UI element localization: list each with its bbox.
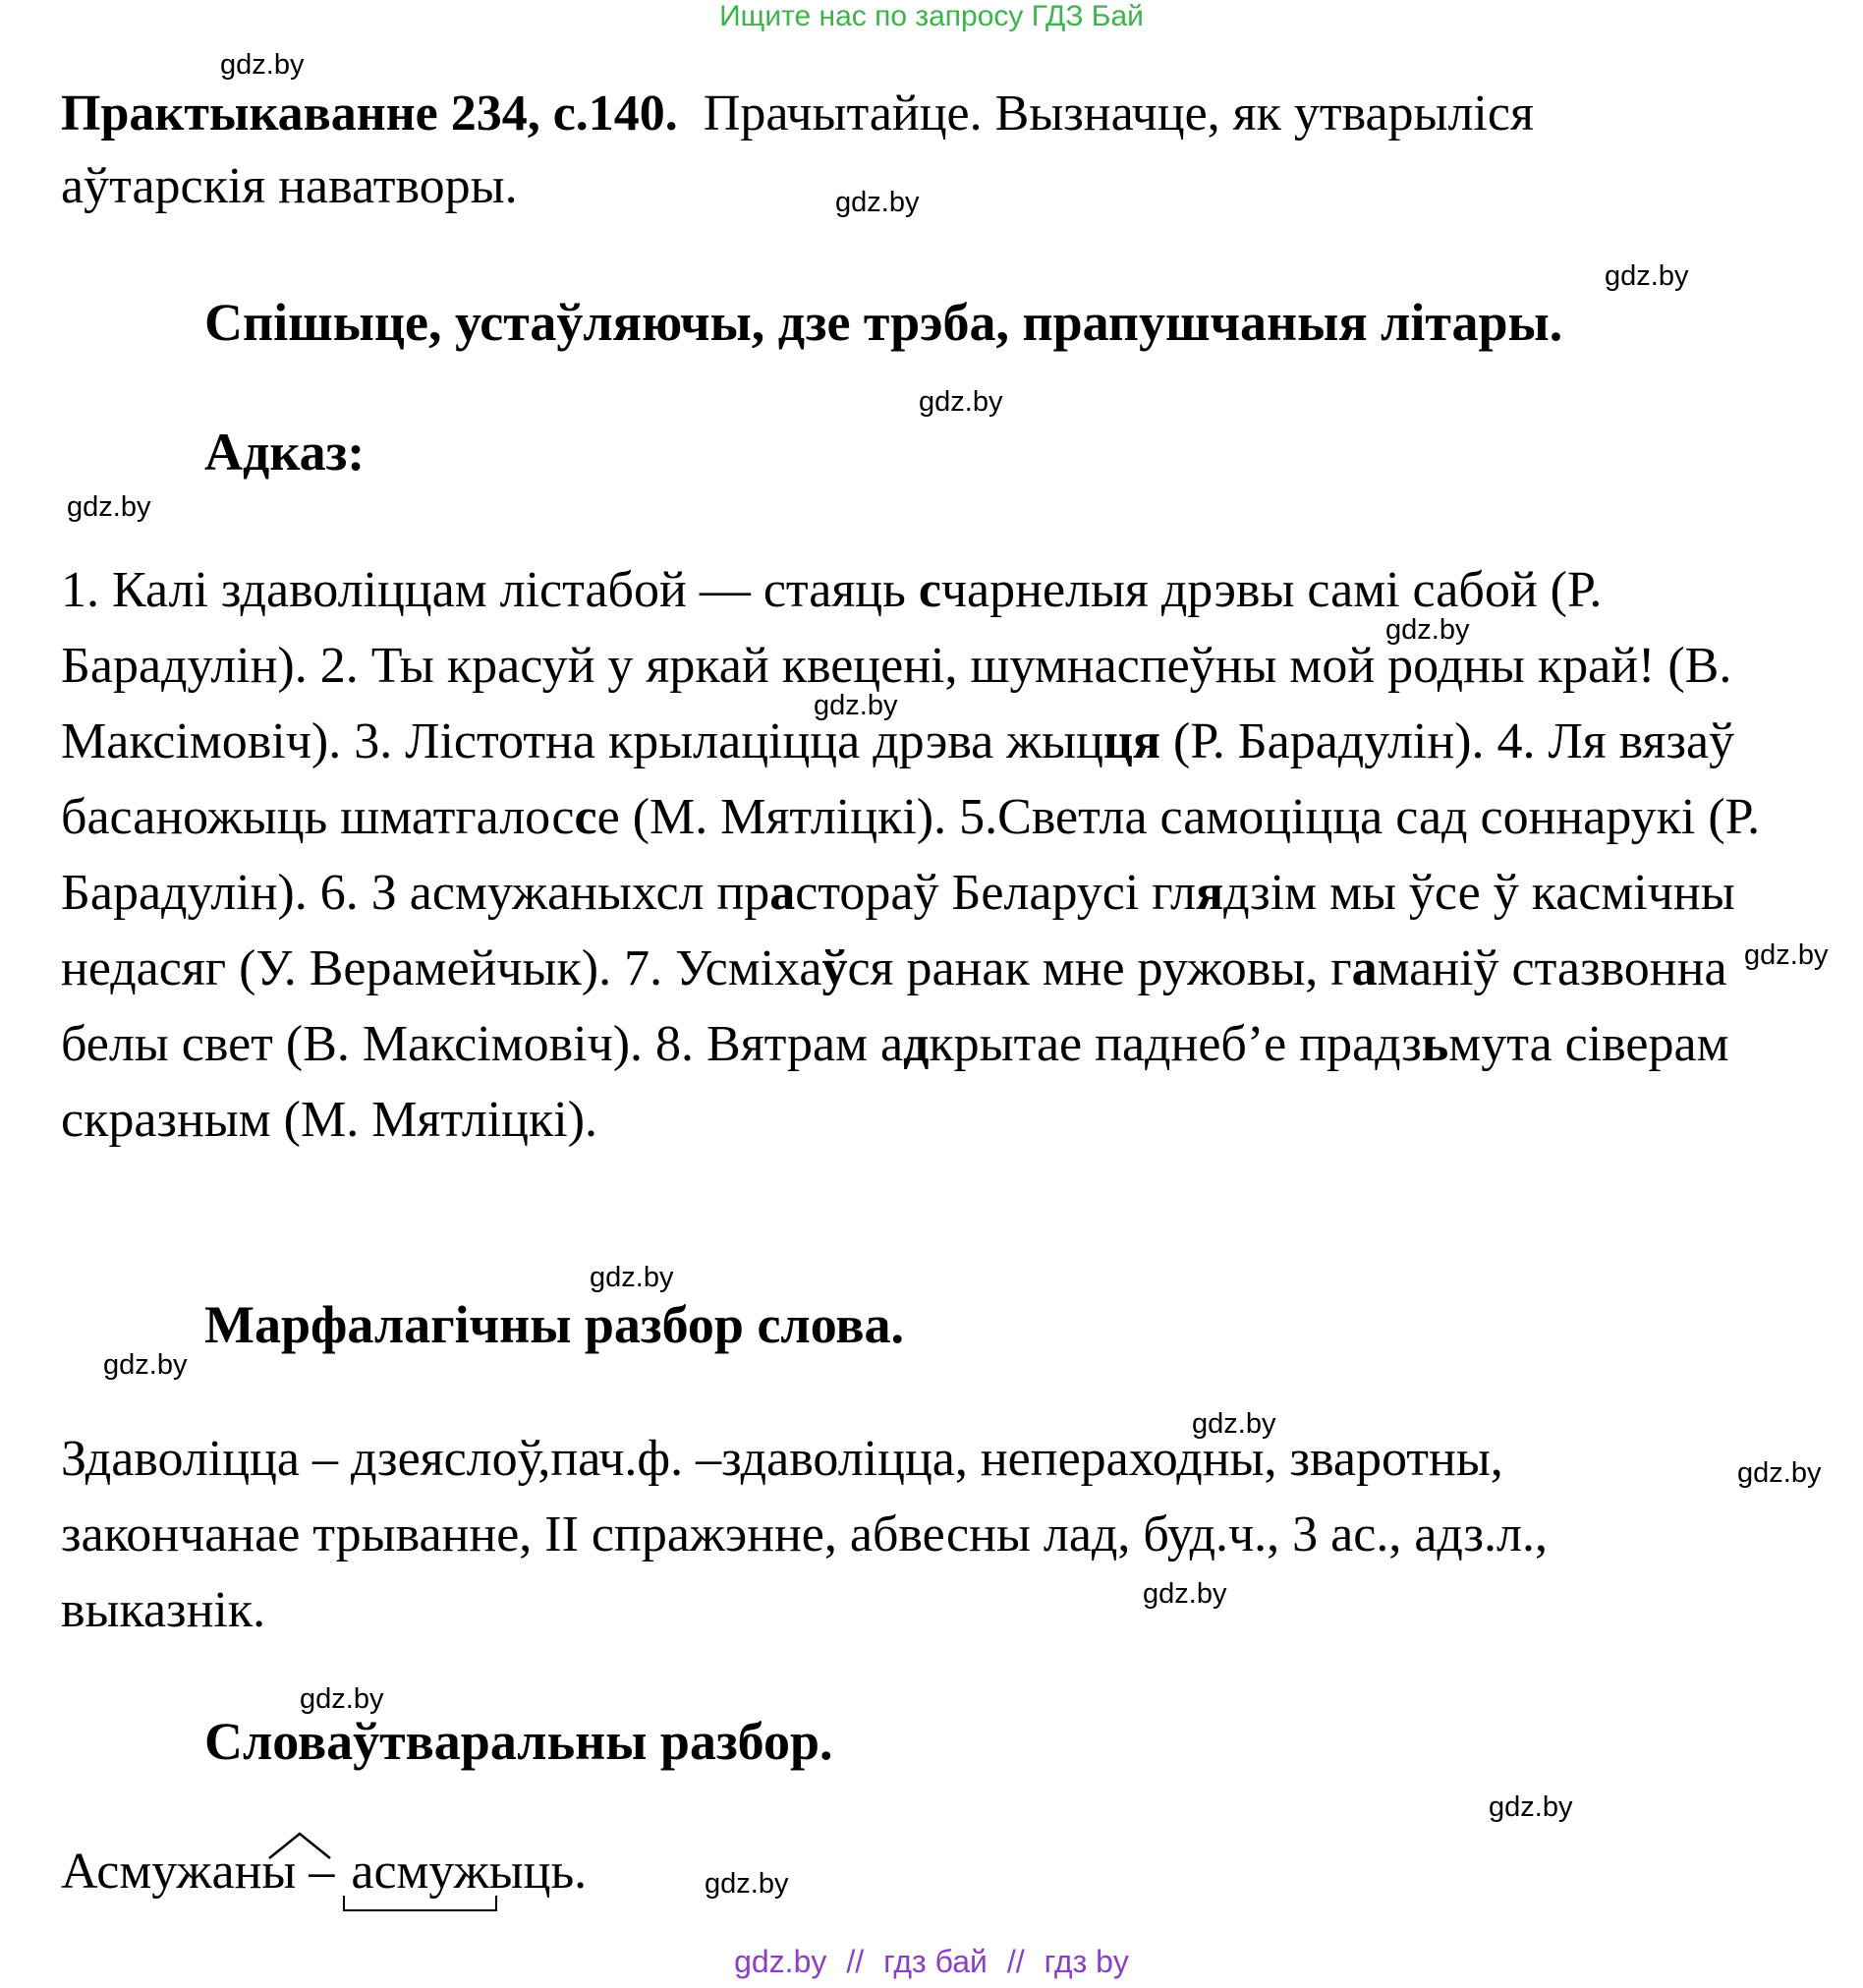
watermark: gdz.by (590, 1262, 674, 1293)
word-formation-heading: Словаўтваральны разбор. (204, 1712, 833, 1771)
answer-segment: (Р. Барадулін). 4. Ля вязаў басаножыць шматгалос (61, 713, 1735, 845)
answer-segment: маніў стазвонна белы свет (В. Максімовіч). 8. Вятрам а (61, 940, 1727, 1072)
base-ending: ыць. (488, 1844, 588, 1900)
answer-segment: стораў Беларусі гл (795, 865, 1196, 921)
answer-segment: 1. Калі здаволіццам лістабой — стаяць (61, 562, 919, 618)
task-heading: Спішыце, устаўляючы, дзе трэба, прапушчаныя літары. (204, 293, 1563, 352)
watermark: gdz.by (1385, 614, 1470, 646)
top-banner[interactable]: Ищите нас по запросу ГДЗ Бай (719, 0, 1144, 32)
morph-heading: Марфалагічны разбор слова. (204, 1295, 905, 1354)
base-root: асмуж (351, 1834, 488, 1911)
footer (0, 1944, 1863, 1979)
inserted-letter: ця (1102, 713, 1161, 769)
watermark: gdz.by (1744, 939, 1829, 971)
watermark: gdz.by (300, 1683, 384, 1715)
watermark: gdz.by (814, 690, 898, 721)
watermark: gdz.by (919, 386, 1003, 418)
footer-separator: // (846, 1944, 865, 1979)
inserted-letter: с (918, 562, 941, 618)
morph-text: Здаволіцца – дзеяслоў,пач.ф. –здаволіцца, непераходны, зваротны, закончанае трыванне, II спражэнне, абвесны лад, буд.ч., 3 ас., адз.л., выказнік. (61, 1431, 1549, 1638)
inserted-letter: я (1195, 865, 1224, 921)
watermark: gdz.by (835, 187, 920, 218)
exercise-title-line (61, 85, 1534, 143)
footer-link[interactable]: гдз by (1044, 1944, 1129, 1979)
watermark: gdz.by (705, 1868, 789, 1900)
suffix-mark (267, 1831, 332, 1860)
answer-segment: крытае паднеб’е прадз (929, 1016, 1422, 1072)
inserted-letter: а (769, 865, 796, 921)
answer-segment: чарнелыя дрэвы самі сабой (Р. Барадулін). 2. Ты красуй у яркай квецeні, шумнаспеўны мой родны край! (В. Максімовіч). 3. Лістотна крылаціцца дрэва жыц (61, 562, 1732, 769)
answer-segment: дзім мы ўсе ў касмічны недасяг (У. Верамейчык). 7. Усміха (61, 865, 1735, 996)
inserted-letter: д (903, 1016, 930, 1072)
exercise-title: Практыкаванне 234, с.140. (61, 85, 678, 142)
footer-link[interactable]: гдз бай (883, 1944, 988, 1979)
exercise-instruction: Прачытайце. Вызначце, як утварыліся (703, 85, 1534, 142)
watermark: gdz.by (1143, 1578, 1227, 1610)
watermark: gdz.by (1605, 260, 1689, 292)
derived-word: Асмужаны (61, 1844, 297, 1900)
answer-segment: е (М. Мятліцкі). 5.Светла самоціцца сад соннарукі (Р. Барадулін). 6. З асмужаныхсл пр (61, 789, 1761, 921)
watermark: gdz.by (1737, 1457, 1822, 1489)
inserted-letter: с (574, 789, 597, 845)
inserted-letter: ь (1421, 1016, 1449, 1072)
answer-heading: Адказ: (204, 423, 366, 482)
watermark: gdz.by (1489, 1791, 1573, 1823)
footer-link[interactable]: gdz.by (734, 1944, 827, 1979)
inserted-letter: а (1351, 940, 1378, 996)
answer-segment: ся ранак мне ружовы, г (847, 940, 1352, 996)
footer-separator: // (1006, 1944, 1025, 1979)
watermark: gdz.by (220, 49, 305, 81)
exercise-instruction-cont: аўтарскія наватворы. (61, 158, 518, 214)
word-formation-line: Асмужаны – асмужыць. (61, 1834, 587, 1911)
watermark: gdz.by (103, 1349, 188, 1381)
answer-text (61, 552, 1810, 1158)
answer-segment: мута сіверам скразным (М. Мятліцкі). (61, 1016, 1729, 1148)
suffix: ан (211, 1844, 262, 1900)
watermark: gdz.by (67, 491, 151, 523)
inserted-letter: ў (821, 940, 848, 996)
watermark: gdz.by (1192, 1408, 1276, 1440)
